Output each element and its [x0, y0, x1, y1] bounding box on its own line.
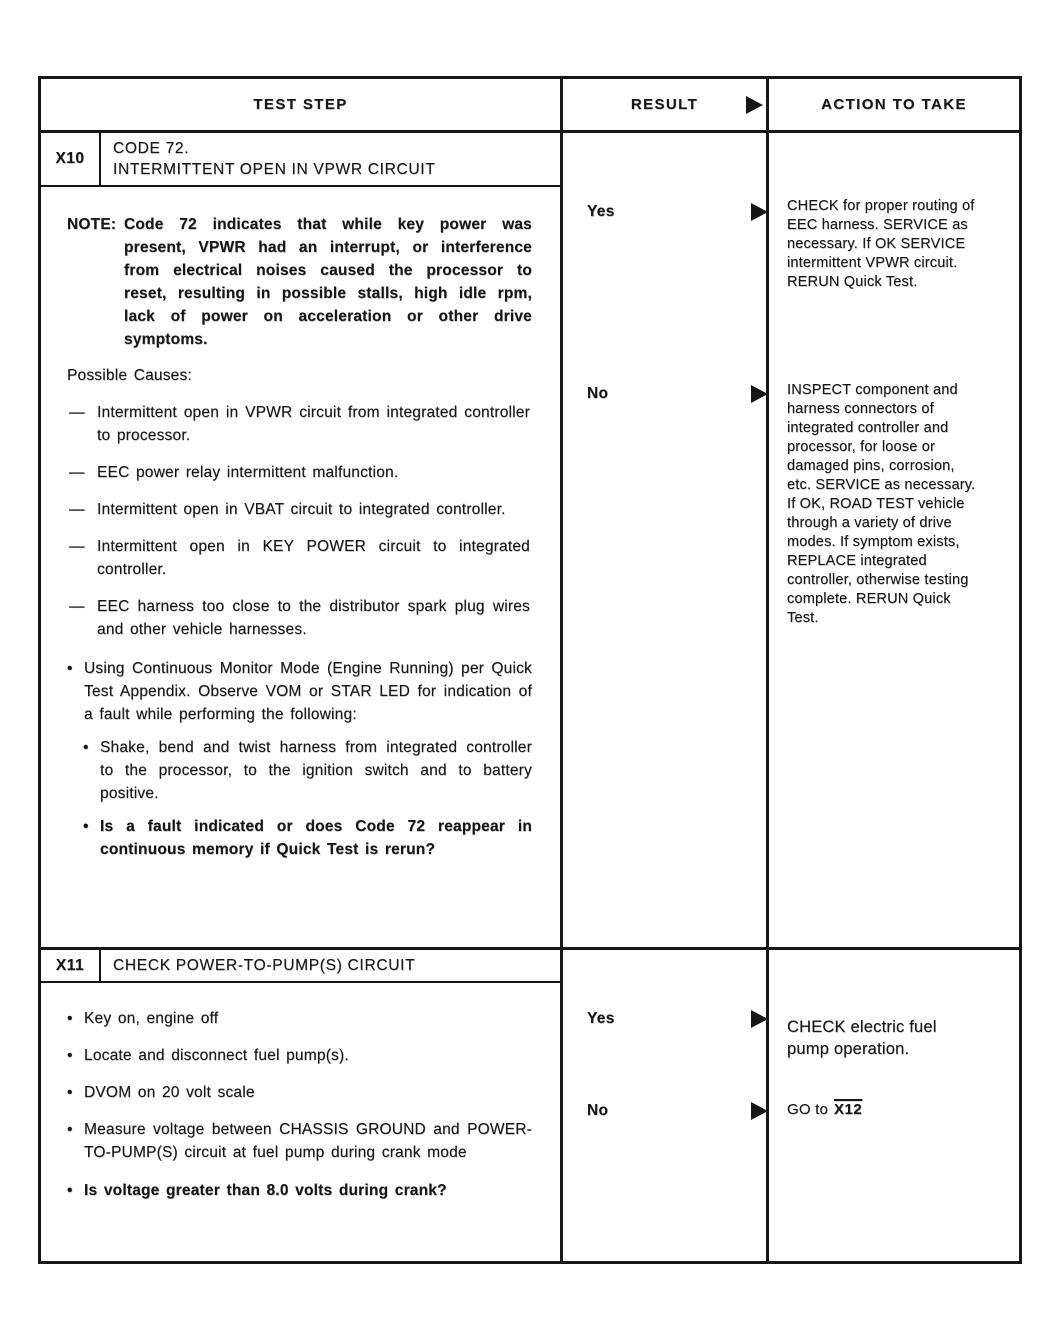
x11-action-cell	[769, 950, 1019, 1261]
procedure-step-item	[67, 1007, 532, 1030]
possible-cause-item	[67, 401, 532, 447]
dash-marker: —	[69, 538, 85, 555]
header-result-label: RESULT	[630, 96, 699, 113]
possible-cause-item	[67, 461, 532, 484]
x10-step-id: X10	[41, 133, 101, 185]
x10-result-yes-label: Yes	[587, 203, 615, 220]
x10-step-header	[41, 133, 560, 187]
x10-action-no-text: INSPECT component and harness connectors of integrated controller and processor, for loose or damaged pins, corrosion, etc. SERVICE as necessary. If OK, ROAD TEST vehicle through a variety of drive modes. If symptom exists, REPLACE integrated controller, otherwise testing complete. RERUN Quick Test.	[787, 382, 976, 626]
x10-step-body	[41, 187, 560, 861]
table-header-row	[41, 79, 1019, 133]
bullet-marker: •	[83, 739, 89, 756]
cause-text: Intermittent open in VPWR circuit from integrated controller to processor.	[97, 404, 530, 444]
arrow-right-icon	[751, 203, 768, 221]
bullet-marker: •	[67, 1047, 73, 1064]
diagnostic-table	[38, 76, 1022, 1264]
procedure-step-text: Locate and disconnect fuel pump(s).	[84, 1047, 349, 1064]
header-action	[769, 79, 1019, 130]
x10-action-cell	[769, 133, 1019, 947]
procedure-step-item	[67, 1044, 532, 1067]
x11-result-no-label: No	[587, 1102, 609, 1119]
x11-result-cell	[563, 950, 769, 1261]
procedure-step-item	[67, 657, 532, 726]
procedure-step-text: Using Continuous Monitor Mode (Engine Running) per Quick Test Appendix. Observe VOM or STAR LED for indication of a fault while performing the following:	[84, 660, 532, 723]
x11-step-body	[41, 983, 560, 1202]
x11-result-yes-row	[587, 1010, 768, 1028]
dash-marker: —	[69, 464, 85, 481]
bullet-marker: •	[67, 1010, 73, 1027]
x10-question-text: Is a fault indicated or does Code 72 reappear in continuous memory if Quick Test is rerun?	[100, 818, 532, 858]
x10-title-line1: CODE 72.	[113, 140, 190, 157]
arrow-right-icon	[751, 1010, 768, 1028]
x11-question-item	[67, 1179, 532, 1202]
bullet-marker: •	[83, 818, 89, 835]
header-test-step	[41, 79, 563, 130]
procedure-step-item	[67, 1081, 532, 1104]
cause-text: Intermittent open in VBAT circuit to integrated controller.	[97, 501, 506, 518]
procedure-step-item	[67, 1118, 532, 1164]
dash-marker: —	[69, 501, 85, 518]
x11-action-no-text	[787, 1100, 981, 1119]
bullet-marker: •	[67, 1121, 73, 1138]
header-action-label: ACTION TO TAKE	[821, 96, 967, 113]
x10-note-label: NOTE:	[67, 216, 117, 233]
bullet-marker: •	[67, 1182, 73, 1199]
dash-marker: —	[69, 404, 85, 421]
x10-result-no-row	[587, 385, 768, 403]
x10-result-yes-row	[587, 203, 768, 221]
x11-question-text: Is voltage greater than 8.0 volts during crank?	[84, 1182, 447, 1199]
arrow-right-icon	[751, 385, 768, 403]
x10-action-yes-text: CHECK for proper routing of EEC harness. SERVICE as necessary. If OK SERVICE intermittent VPWR circuit. RERUN Quick Test.	[787, 198, 975, 290]
test-step-x10-section	[41, 133, 1019, 947]
cause-text: EEC harness too close to the distributor spark plug wires and other vehicle harnesses.	[97, 598, 530, 638]
possible-cause-item	[67, 595, 532, 641]
x10-causes-label: Possible Causes:	[67, 367, 192, 384]
bullet-marker: •	[67, 660, 73, 677]
x11-test-step-cell	[41, 950, 563, 1261]
arrow-right-icon	[746, 96, 763, 114]
x11-step-header	[41, 950, 560, 983]
x10-question-item	[83, 815, 532, 861]
procedure-substep-text: Shake, bend and twist harness from integrated controller to the processor, to the ignition switch and to battery positive.	[100, 739, 532, 802]
bullet-marker: •	[67, 1084, 73, 1101]
test-step-x11-section	[41, 947, 1019, 1261]
procedure-substep-item	[83, 736, 532, 805]
x10-note-text: Code 72 indicates that while key power was present, VPWR had an interrupt, or interference from electrical noises caused the processor to reset, resulting in possible stalls, high idle rpm, lack of power on acceleration or other drive symptoms.	[124, 216, 532, 348]
x10-test-step-cell	[41, 133, 563, 947]
cause-text: Intermittent open in KEY POWER circuit to integrated controller.	[97, 538, 530, 578]
procedure-step-text: DVOM on 20 volt scale	[84, 1084, 255, 1101]
possible-cause-item	[67, 535, 532, 581]
x11-action-yes-text: CHECK electric fuel pump operation.	[787, 1018, 937, 1058]
dash-marker: —	[69, 598, 85, 615]
possible-cause-item	[67, 498, 532, 521]
x10-title-line2: INTERMITTENT OPEN IN VPWR CIRCUIT	[113, 161, 436, 178]
goto-prefix: GO to	[787, 1101, 829, 1118]
x11-result-no-row	[587, 1102, 768, 1120]
header-test-step-label: TEST STEP	[253, 96, 348, 113]
x10-result-cell	[563, 133, 769, 947]
x10-note	[67, 213, 532, 351]
x11-step-id: X11	[41, 950, 101, 981]
x11-result-yes-label: Yes	[587, 1010, 615, 1027]
header-result	[563, 79, 769, 130]
x10-step-title	[101, 133, 447, 185]
procedure-step-text: Key on, engine off	[84, 1010, 219, 1027]
arrow-right-icon	[751, 1102, 768, 1120]
procedure-step-text: Measure voltage between CHASSIS GROUND and POWER-TO-PUMP(S) circuit at fuel pump during crank mode	[84, 1121, 532, 1161]
x10-result-no-label: No	[587, 385, 609, 402]
goto-target-x12: X12	[834, 1101, 863, 1118]
cause-text: EEC power relay intermittent malfunction.	[97, 464, 399, 481]
x11-step-title: CHECK POWER-TO-PUMP(S) CIRCUIT	[113, 957, 416, 974]
